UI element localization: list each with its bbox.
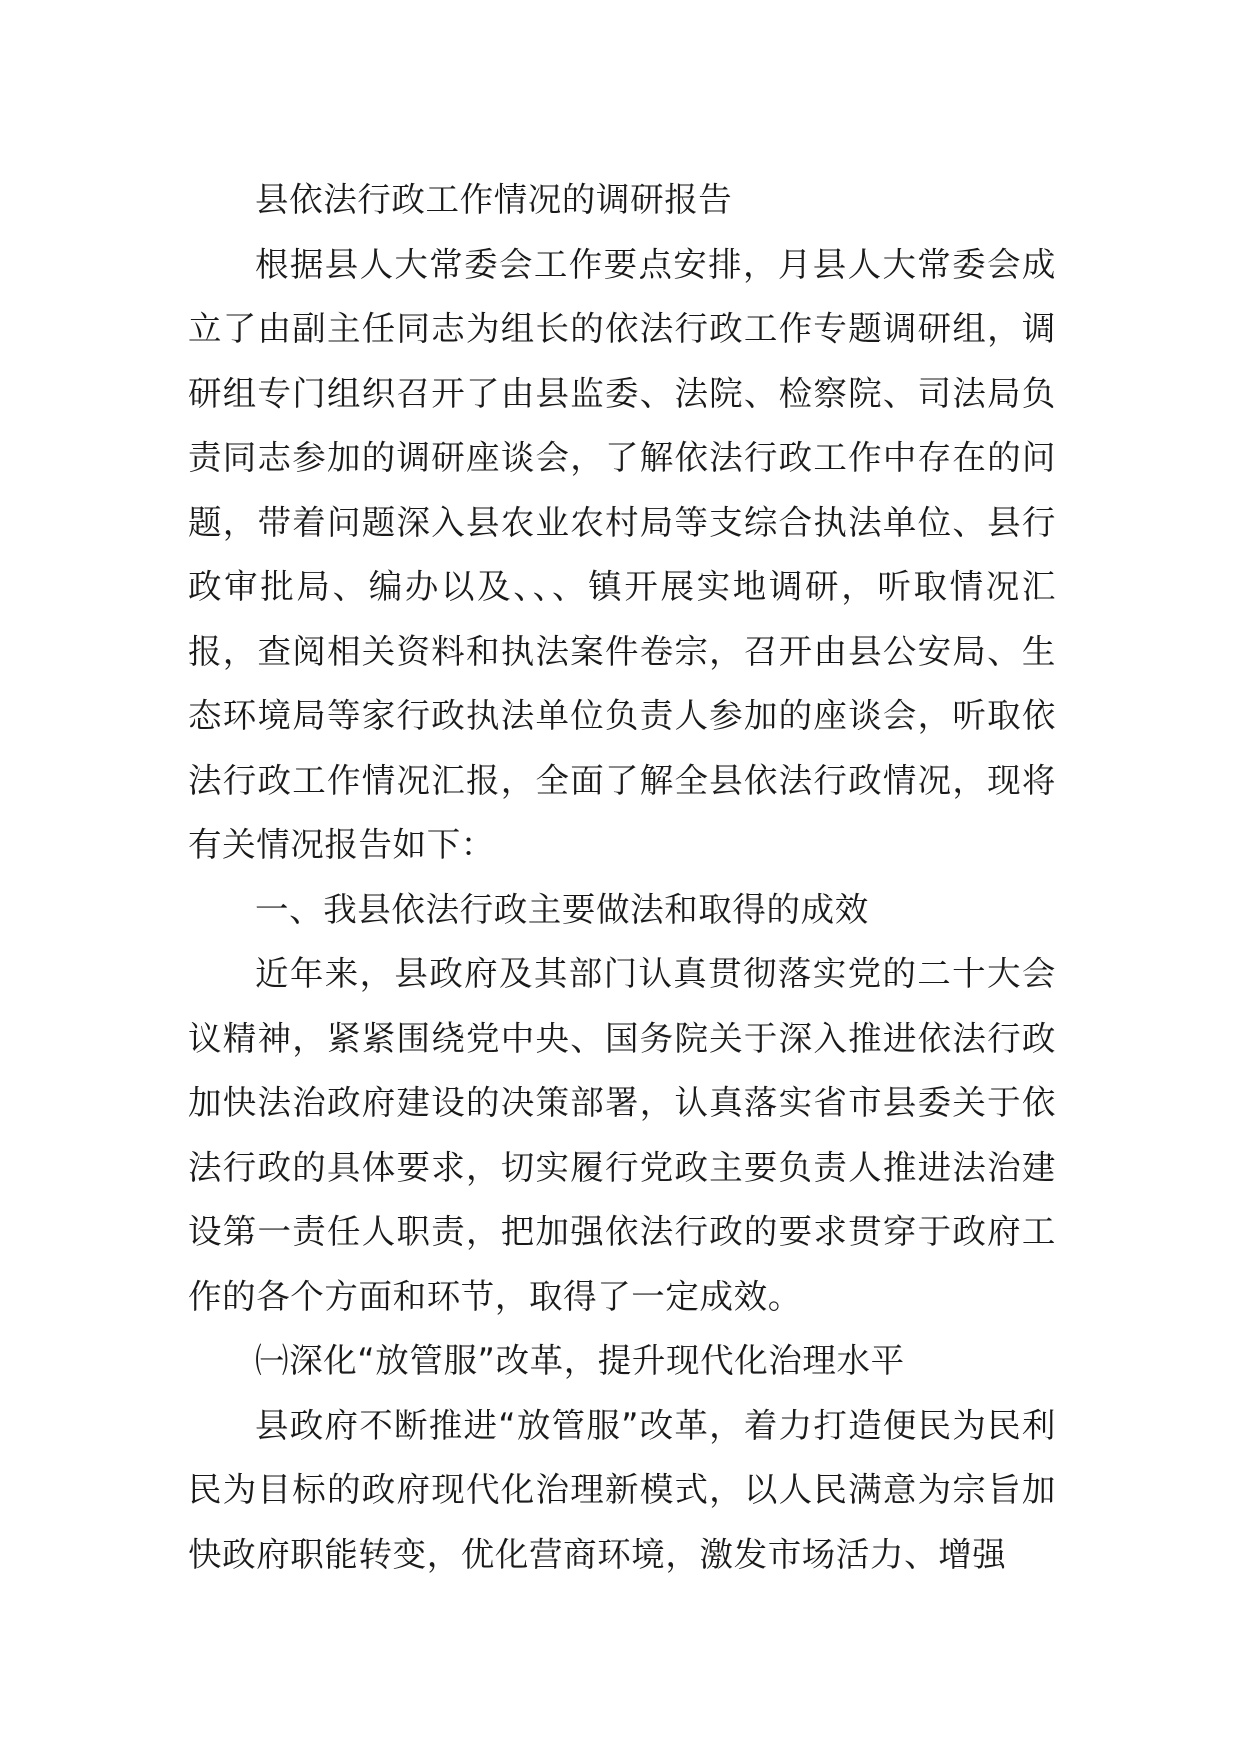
subsection-paragraph: 县政府不断推进“放管服”改革，着力打造便民为民利民为目标的政府现代化治理新模式，以人民满意为宗旨加快政府职能转变，优化营商环境，激发市场活力、增强 (188, 1405, 1056, 1574)
intro-paragraph: 根据县人大常委会工作要点安排，月县人大常委会成立了由副主任同志为组长的依法行政工作专题调研组，调研组专门组织召开了由县监委、法院、检察院、司法局负责同志参加的调研座谈会，了解依法行政工作中存在的问题，带着问题深入县农业农村局等支综合执法单位、县行政审批局、编办以及、、、镇开展实地调研，听取情况汇报，查阅相关资料和执法案件卷宗，召开由县公安局、生态环境局等家行政执法单位负责人参加的座谈会，听取依法行政工作情况汇报，全面了解全县依法行政情况，现将有关情况报告如下： (188, 244, 1056, 864)
section-heading: 一、我县依法行政主要做法和取得的成效 (255, 889, 869, 929)
document-body (188, 168, 1056, 1587)
report-title: 县依法行政工作情况的调研报告 (255, 180, 733, 219)
subsection-heading: ㈠深化“放管服”改革，提升现代化治理水平 (255, 1341, 905, 1380)
section-paragraph: 近年来，县政府及其部门认真贯彻落实党的二十大会议精神，紧紧围绕党中央、国务院关于深入推进依法行政加快法治政府建设的决策部署，认真落实省市县委关于依法行政的具体要求，切实履行党政主要负责人推进法治建设第一责任人职责，把加强依法行政的要求贯穿于政府工作的各个方面和环节，取得了一定成效。 (188, 954, 1056, 1316)
